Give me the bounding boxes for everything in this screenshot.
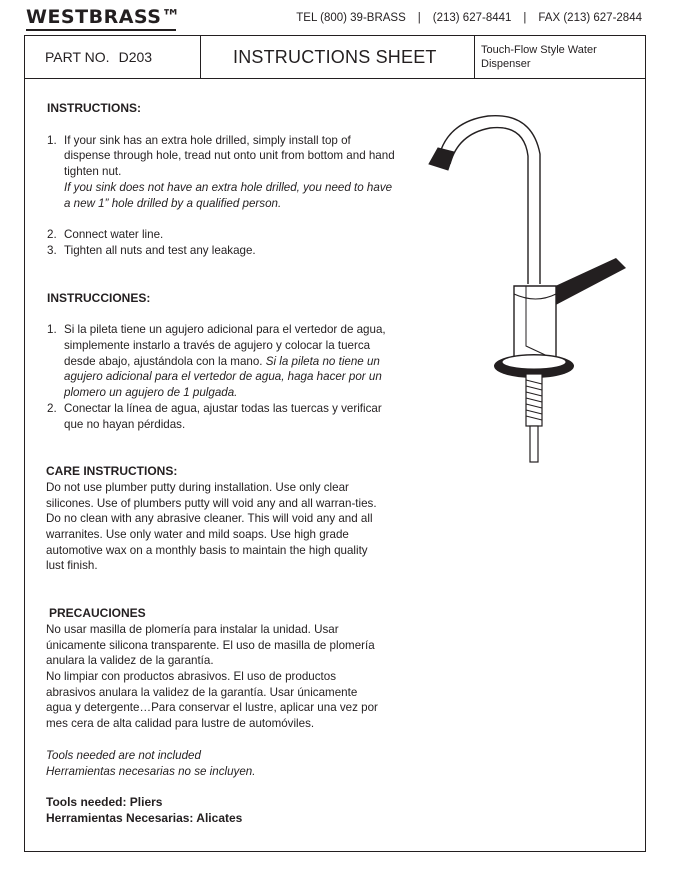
separator: | — [523, 12, 527, 24]
part-number-cell — [25, 36, 201, 78]
contact-info — [296, 12, 642, 24]
care-section — [46, 464, 381, 574]
list-item — [47, 243, 397, 259]
list-text: Tighten all nuts and test any leakage. — [64, 243, 256, 257]
part-number: D203 — [118, 49, 153, 65]
list-text: Connect water line. — [64, 228, 164, 242]
faucet-icon — [420, 108, 630, 468]
list-number: 2. — [47, 401, 57, 415]
fax: FAX (213) 627-2844 — [538, 12, 642, 24]
sheet-title: INSTRUCTIONS SHEET — [201, 36, 475, 78]
tools-needed: Tools needed: Pliers — [46, 795, 163, 810]
document-body — [47, 101, 397, 827]
instrucciones-heading: INSTRUCCIONES: — [47, 290, 151, 305]
list-item — [47, 227, 397, 243]
brand-underline — [26, 29, 176, 31]
list-number: 3. — [47, 243, 57, 257]
list-note: Si la pileta no tiene un agujero adicional para el vertedor de agua, haga hacer por un plomero un agujero de 1 pulgada. — [64, 354, 382, 400]
list-number: 1. — [47, 133, 57, 147]
list-item — [47, 322, 397, 401]
part-label: PART NO. — [45, 49, 110, 65]
care-heading: CARE INSTRUCTIONS: — [46, 464, 178, 479]
herramientas-no-incluidas: Herramientas necesarias no se incluyen. — [46, 764, 256, 778]
instructions-heading: INSTRUCTIONS: — [47, 101, 141, 115]
list-text: Conectar la línea de agua, ajustar todas las tuercas y verificar que no hayan pérdidas. — [64, 401, 382, 431]
phone-secondary: (213) 627-8441 — [432, 12, 512, 24]
tools-not-included: Tools needed are not included — [46, 748, 201, 762]
precauciones-text-1: No usar masilla de plomería para instalar la unidad. Usar únicamente silicona transparente. El uso de masilla de plomería anulara la validez de la garantía. — [46, 622, 375, 668]
product-description: Touch-Flow Style Water Dispenser — [481, 44, 597, 70]
title-bar — [24, 35, 646, 79]
herramientas-necesarias: Herramientas Necesarias: Alicates — [46, 810, 243, 825]
list-number: 1. — [47, 323, 57, 337]
list-item — [47, 401, 397, 432]
list-item — [47, 133, 397, 212]
list-text: If your sink has an extra hole drilled, simply install top of dispense through hole, tread nut onto unit from bottom and hand tighten nut. — [64, 133, 395, 179]
list-note: If you sink does not have an extra hole drilled, you need to have a new 1” hole drilled by a qualified person. — [64, 180, 393, 210]
list-text: Si la pileta tiene un agujero adicional para el vertedor de agua, simplemente instarlo a través de agujero y colocar la tuerca desde abajo, ajustándola con la mano. — [64, 323, 386, 368]
care-text: Do not use plumber putty during installation. Use only clear silicones. Use of plumbers putty will void any and all warran-ties. Do no clean with any abrasive cleaner. This will void any and all warranites. Use only water and mild soaps. Use high grade automotive wax on a monthly basis to maintain the high quality lust finish. — [46, 480, 377, 573]
precauciones-text-2: No limpiar con productos abrasivos. El uso de productos abrasivos anulara la validez de la garantía. Usar únicamente agua y detergente…Para conservar el lustre, aplicar una vez por mes cera de alta calidad para lustre de automóviles. — [46, 669, 378, 731]
precauciones-section — [46, 606, 381, 826]
telephone: TEL (800) 39-BRASS — [296, 12, 406, 24]
instrucciones-list — [47, 322, 397, 432]
brand-logo: WESTBRASS™ — [26, 6, 181, 28]
precauciones-heading: PRECAUCIONES — [49, 606, 146, 621]
instructions-list — [47, 133, 397, 259]
list-number: 2. — [47, 228, 57, 242]
separator: | — [417, 12, 421, 24]
